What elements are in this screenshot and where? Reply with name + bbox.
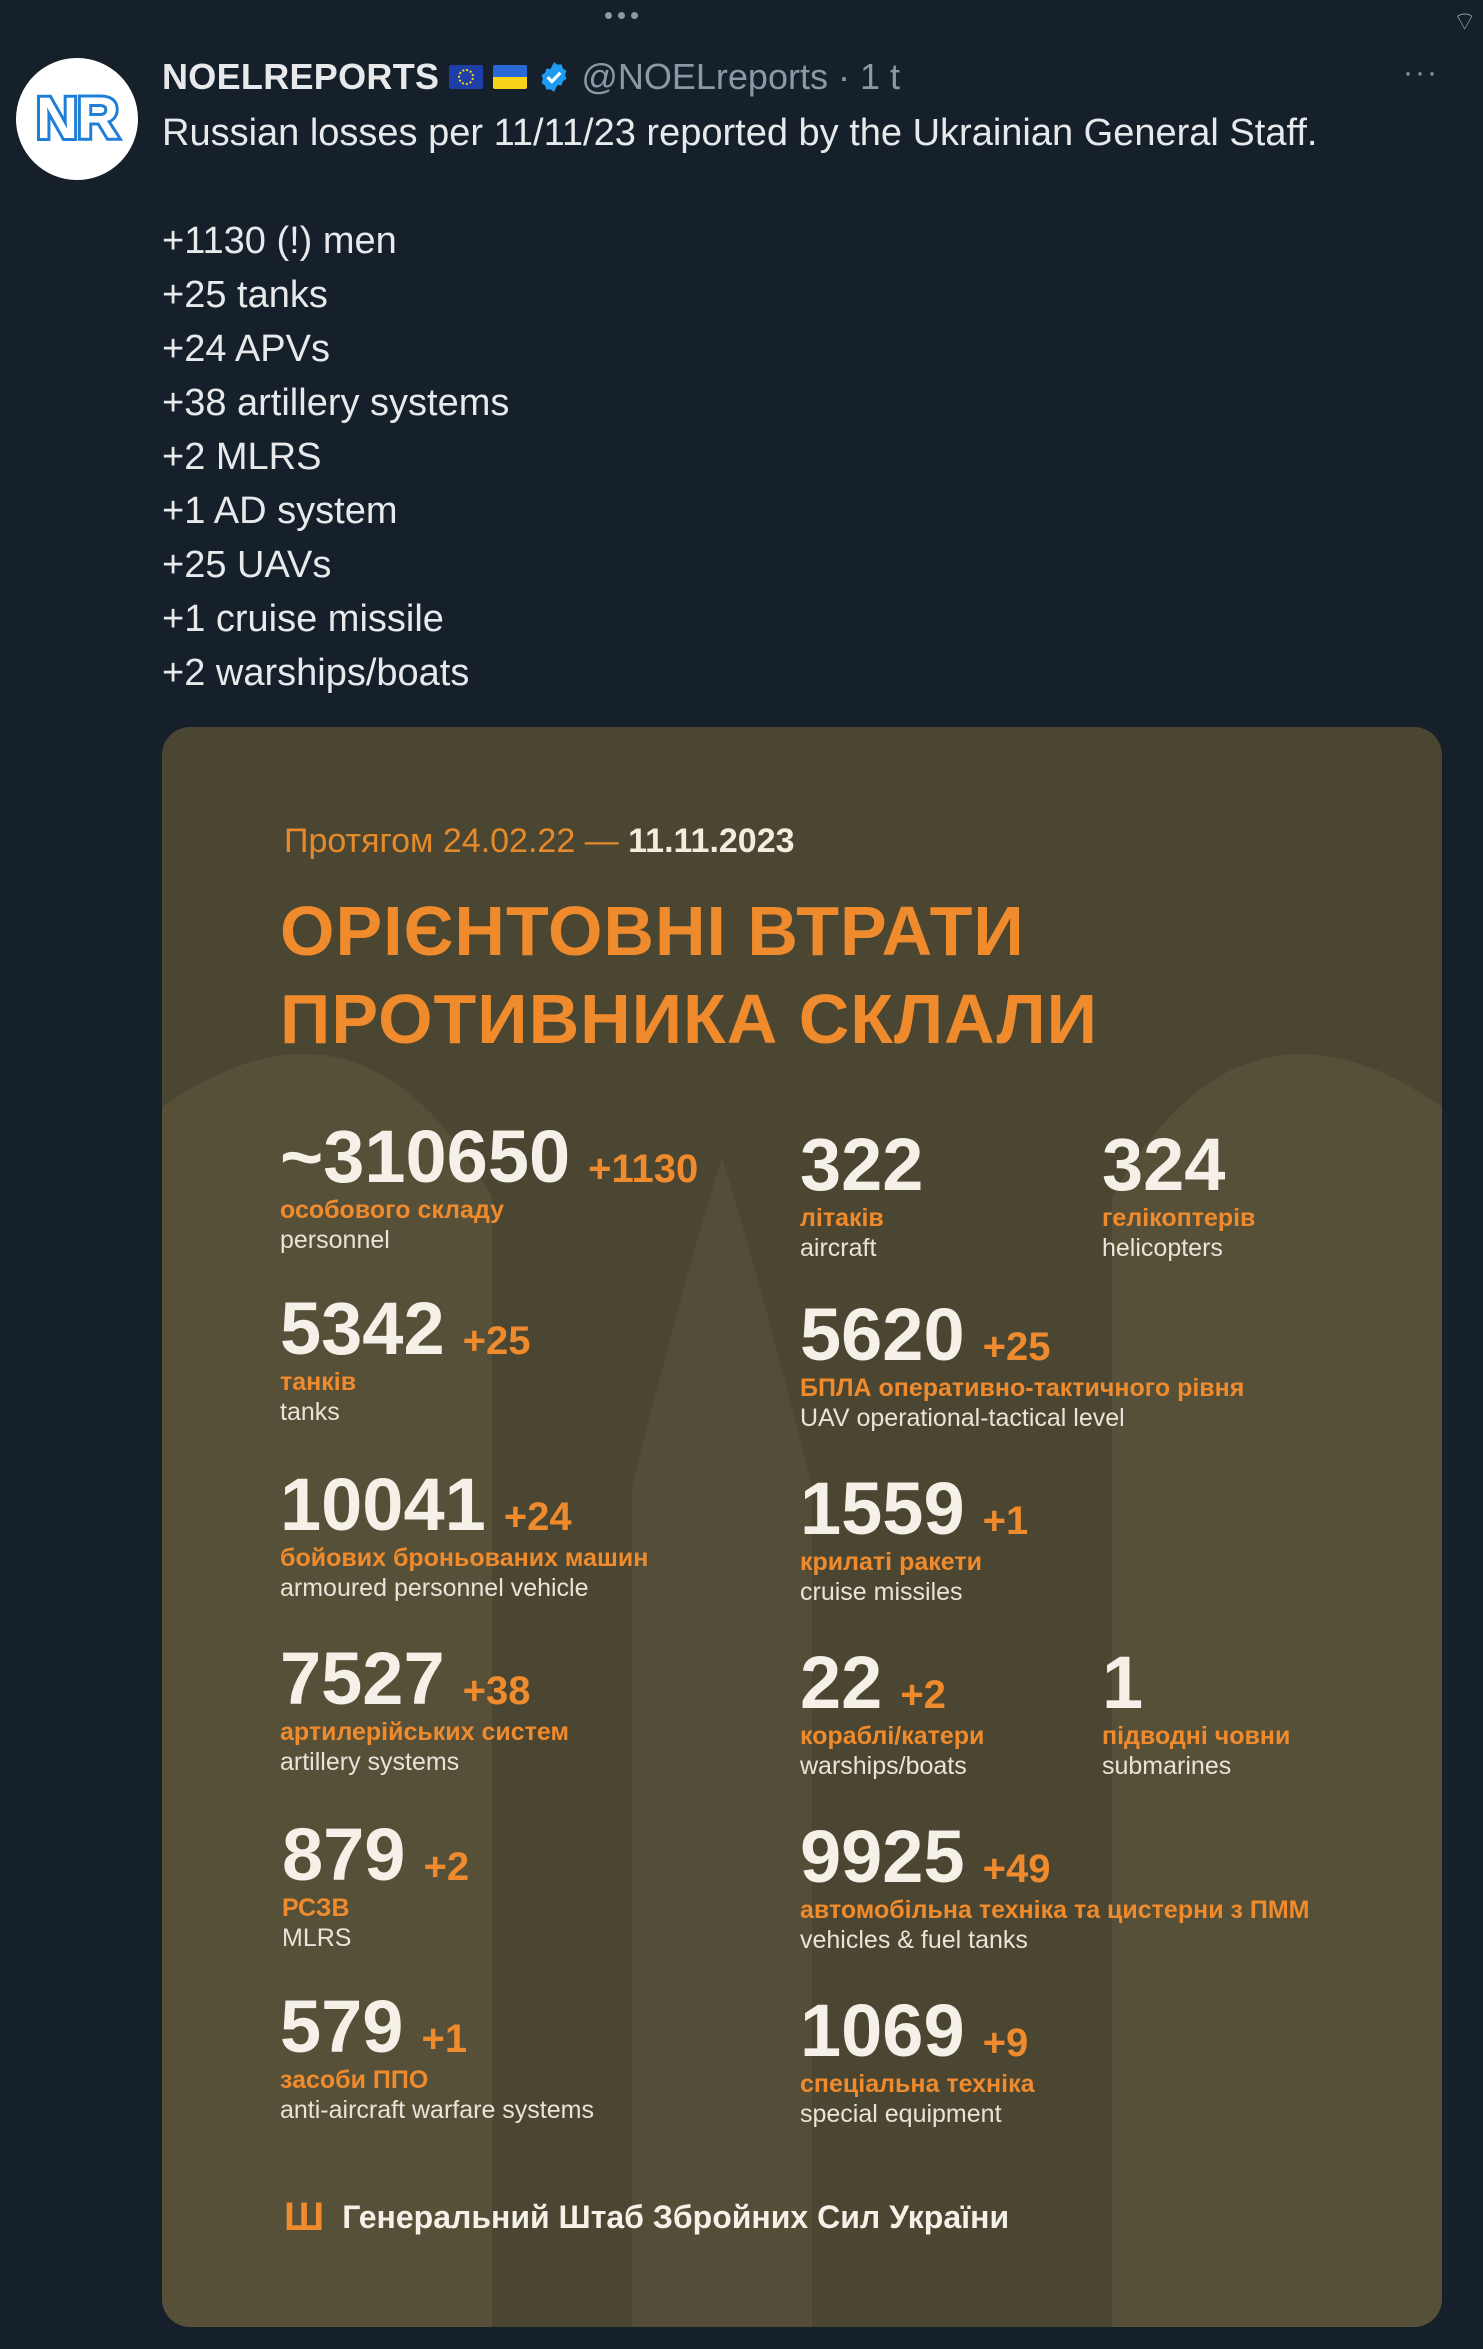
tweet-line-blank	[162, 160, 1317, 214]
stat-delta: +25	[982, 1325, 1051, 1369]
headline-line-2: ПРОТИВНИКА СКЛАЛИ	[280, 980, 1098, 1058]
stat-label-ua: спеціальна техніка	[800, 2070, 1035, 2098]
stat-special-equipment	[800, 1991, 1035, 2129]
status-icon: ⌔	[1452, 6, 1477, 36]
stat-delta: +2	[423, 1845, 470, 1889]
stat-delta: +24	[503, 1495, 572, 1539]
stat-artillery	[280, 1639, 569, 1777]
author-name[interactable]: NOELREPORTS	[162, 56, 440, 97]
stat-delta: +1	[982, 1499, 1029, 1543]
stat-delta: +49	[982, 1847, 1051, 1891]
stat-label-ua: БПЛА оперативно-тактичного рівня	[800, 1374, 1245, 1402]
stat-air-defense	[280, 1987, 594, 2125]
tweet-line: +1 AD system	[162, 490, 398, 532]
stat-label-en: helicopters	[1102, 1234, 1223, 1262]
tweet-line: +24 APVs	[162, 328, 330, 370]
tweet-line: Russian losses per 11/11/23 reported by the Ukrainian General Staff.	[162, 112, 1318, 154]
stat-value: 322	[800, 1123, 924, 1206]
stat-mlrs	[282, 1815, 469, 1953]
stat-label-ua: крилаті ракети	[800, 1548, 982, 1576]
stat-label-ua: особового складу	[280, 1196, 505, 1224]
stat-label-en: anti-aircraft warfare systems	[280, 2096, 594, 2124]
stat-value: 879	[282, 1813, 406, 1896]
stat-label-ua: гелікоптерів	[1102, 1204, 1256, 1232]
stat-value: ~310650	[280, 1115, 571, 1198]
stat-value: 10041	[280, 1463, 486, 1546]
stat-label-ua: бойових броньованих машин	[280, 1544, 649, 1572]
stat-tanks	[280, 1289, 530, 1427]
stat-label-en: special equipment	[800, 2100, 1002, 2128]
stat-value: 9925	[800, 1815, 965, 1898]
stat-uav	[800, 1295, 1244, 1433]
drag-handle[interactable]	[605, 12, 638, 19]
tweet-line: +2 warships/boats	[162, 652, 470, 694]
stat-value: 1069	[800, 1989, 965, 2072]
stat-value: 1559	[800, 1467, 965, 1550]
date-range	[284, 822, 795, 861]
avatar[interactable]	[16, 58, 138, 180]
tweet-line: +1 cruise missile	[162, 598, 444, 640]
stat-label-en: UAV operational-tactical level	[800, 1404, 1125, 1432]
eu-flag-icon	[449, 65, 483, 89]
infographic-image[interactable]	[162, 727, 1442, 2327]
tweet-text	[162, 106, 1317, 700]
stat-value: 22	[800, 1641, 883, 1724]
range-end: 11.11.2023	[628, 822, 795, 860]
stat-label-en: artillery systems	[280, 1748, 460, 1776]
more-options-icon[interactable]: ···	[1403, 56, 1439, 89]
stat-label-ua: кораблі/катери	[800, 1722, 985, 1750]
stat-label-en: tanks	[280, 1398, 340, 1426]
stat-delta: +38	[462, 1669, 531, 1713]
infographic-footer	[284, 2197, 1009, 2237]
stat-label-en: cruise missiles	[800, 1578, 963, 1606]
stat-value: 7527	[280, 1637, 445, 1720]
stat-label-ua: автомобільна техніка та цистерни з ПММ	[800, 1896, 1310, 1924]
stat-label-en: armoured personnel vehicle	[280, 1574, 589, 1602]
stat-helicopters	[1102, 1125, 1255, 1263]
stat-warships	[800, 1643, 984, 1781]
tweet-line: +38 artillery systems	[162, 382, 510, 424]
stat-label-ua: засоби ППО	[280, 2066, 429, 2094]
stat-value: 579	[280, 1985, 404, 2068]
headline	[280, 887, 1098, 1063]
stat-personnel	[280, 1117, 698, 1255]
avatar-logo-text: NR	[36, 86, 118, 151]
ukraine-flag-icon	[493, 65, 527, 89]
stat-label-en: MLRS	[282, 1924, 352, 1952]
stat-delta: +2	[900, 1673, 946, 1717]
tweet-line: +2 MLRS	[162, 436, 322, 478]
tweet-line: +25 UAVs	[162, 544, 332, 586]
stat-apv	[280, 1465, 648, 1603]
stat-label-ua: підводні човни	[1102, 1722, 1291, 1750]
stat-value: 5620	[800, 1293, 965, 1376]
stat-label-ua: РСЗВ	[282, 1894, 350, 1922]
timestamp[interactable]: 1 t	[859, 56, 900, 97]
tweet-line: +25 tanks	[162, 274, 328, 316]
verified-badge-icon	[537, 60, 571, 94]
stat-value: 1	[1102, 1641, 1144, 1724]
headline-line-1: ОРІЄНТОВНІ ВТРАТИ	[280, 892, 1025, 970]
time-separator: ·	[837, 56, 850, 97]
stat-delta: +9	[982, 2021, 1029, 2065]
footer-text: Генеральний Штаб Збройних Сил України	[342, 2198, 1010, 2235]
stat-label-en: submarines	[1102, 1752, 1232, 1780]
tweet-line: +1130 (!) men	[162, 220, 397, 262]
stat-label-ua: літаків	[800, 1204, 884, 1232]
stat-delta: +1130	[588, 1147, 699, 1191]
stat-value: 5342	[280, 1287, 445, 1370]
trident-icon: Ш	[284, 2195, 325, 2239]
stat-delta: +25	[462, 1319, 531, 1363]
stat-label-en: aircraft	[800, 1234, 877, 1262]
stat-cruise-missiles	[800, 1469, 1028, 1607]
stat-value: 324	[1102, 1123, 1226, 1206]
stat-submarines	[1102, 1643, 1290, 1781]
stat-delta: +1	[421, 2017, 468, 2061]
stat-label-en: personnel	[280, 1226, 390, 1254]
author-handle[interactable]: @NOELreports	[581, 56, 828, 97]
tweet-header	[162, 52, 900, 102]
stat-label-ua: артилерійських систем	[280, 1718, 569, 1746]
stat-aircraft	[800, 1125, 923, 1263]
stat-label-en: vehicles & fuel tanks	[800, 1926, 1028, 1954]
stat-vehicles	[800, 1817, 1310, 1955]
stat-label-ua: танків	[280, 1368, 357, 1396]
range-prefix: Протягом 24.02.22 —	[284, 822, 619, 860]
stat-label-en: warships/boats	[800, 1752, 967, 1780]
